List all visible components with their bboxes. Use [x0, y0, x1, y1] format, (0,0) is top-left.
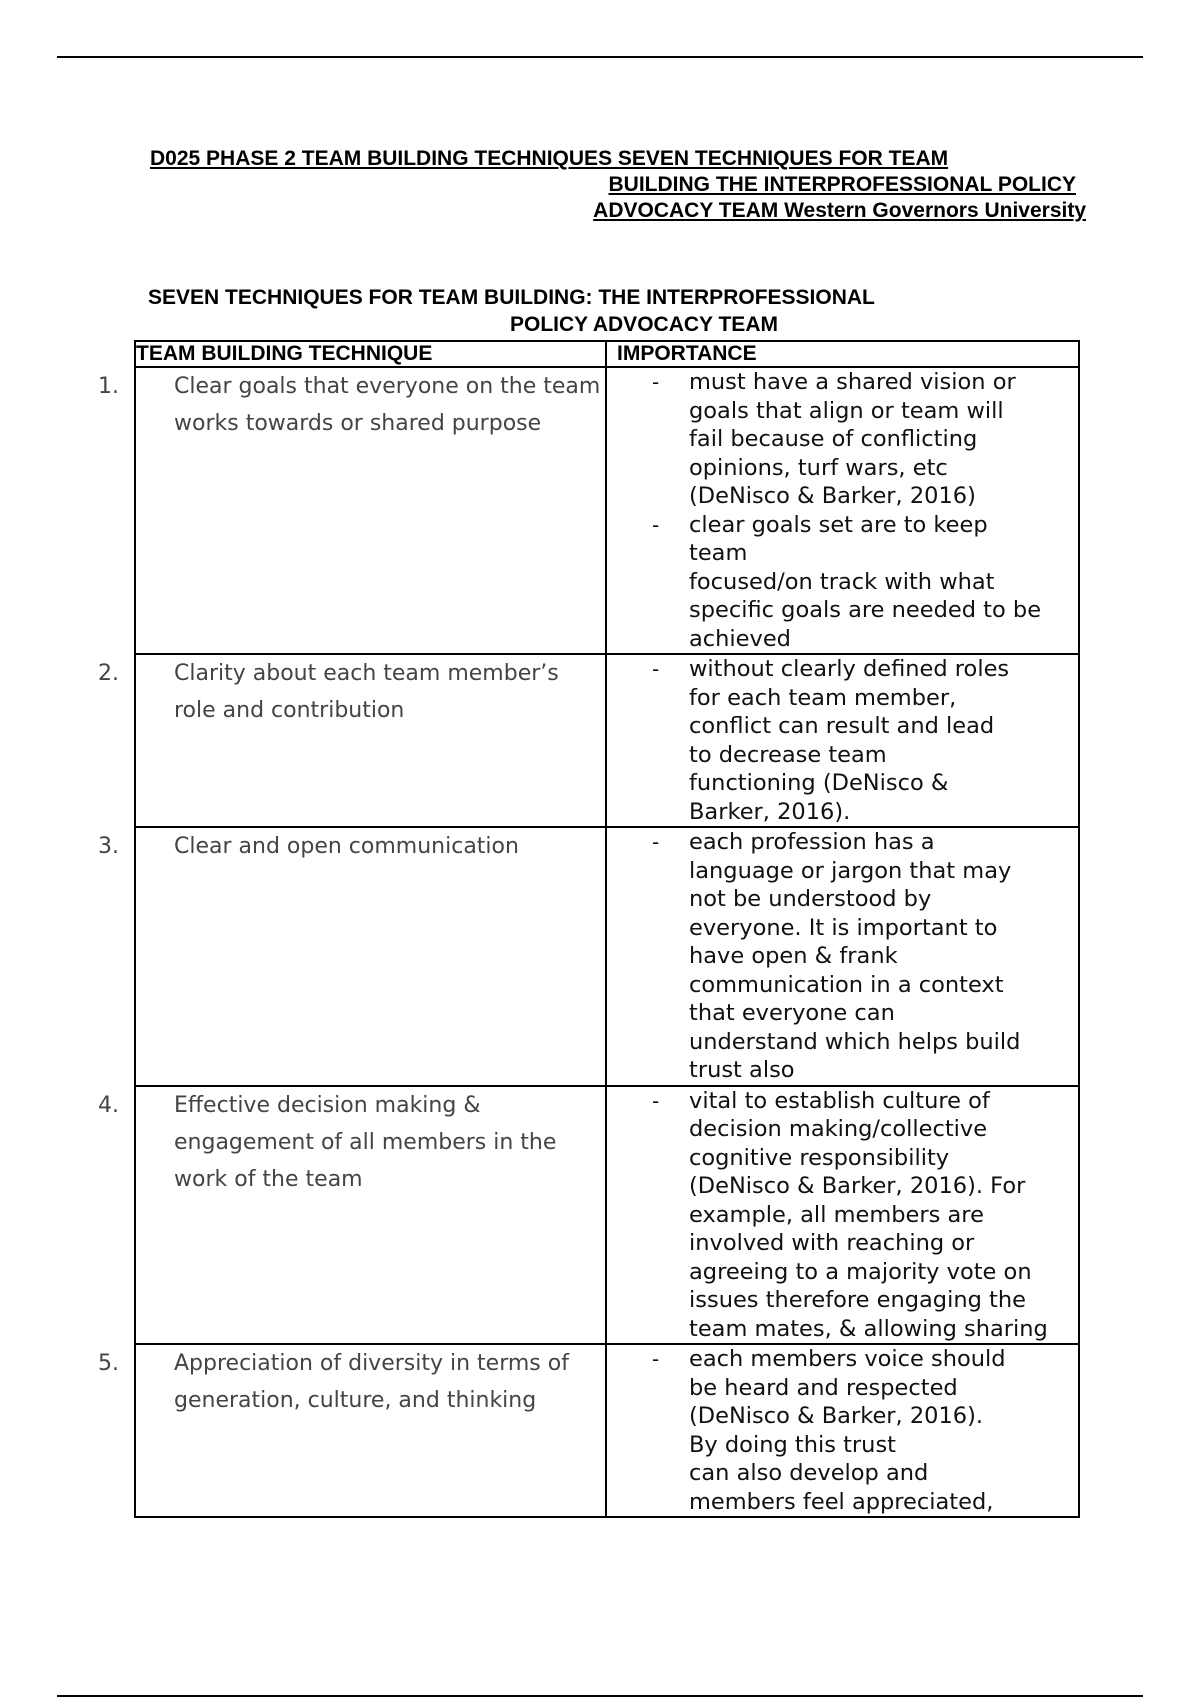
technique-number: 3. — [98, 834, 119, 859]
importance-line: vital to establish culture of — [689, 1087, 990, 1114]
technique-text: Clarity about each team member’s role and contribution — [174, 661, 559, 723]
importance-point — [607, 655, 1078, 826]
importance-cell — [606, 1086, 1079, 1345]
heading-line-1: D025 PHASE 2 TEAM BUILDING TECHNIQUES SEVEN TECHNIQUES FOR TEAM — [150, 147, 949, 170]
table-title-line-2: POLICY ADVOCACY TEAM — [510, 313, 778, 336]
importance-line: without clearly defined roles — [689, 656, 1010, 682]
importance-line: for each team member, — [689, 684, 957, 711]
importance-line: can also develop and — [689, 1460, 929, 1486]
technique-text: Clear and open communication — [174, 834, 519, 859]
importance-line: be heard and respected — [689, 1374, 958, 1401]
importance-line: By doing this trust — [689, 1431, 896, 1458]
table-title-line-1: SEVEN TECHNIQUES FOR TEAM BUILDING: THE INTERPROFESSIONAL — [148, 286, 875, 309]
importance-line: each members voice should — [689, 1346, 1006, 1372]
importance-cell — [606, 1344, 1079, 1517]
table-row — [135, 654, 1079, 827]
table-row — [135, 827, 1079, 1086]
technique-number: 5. — [98, 1351, 119, 1376]
importance-line: language or jargon that may — [689, 857, 1012, 884]
importance-line: cognitive responsibility — [689, 1144, 950, 1171]
technique-text: Effective decision making & engagement of all members in the work of the team — [174, 1092, 557, 1192]
technique-number: 4. — [98, 1092, 119, 1118]
technique-text: Clear goals that everyone on the team works towards or shared purpose — [174, 374, 601, 436]
importance-line: specific goals are needed to be — [689, 597, 1042, 623]
importance-cell — [606, 367, 1079, 654]
importance-line: involved with reaching or — [689, 1230, 975, 1256]
table-row — [135, 367, 1079, 654]
bullet-dash: - — [652, 370, 660, 394]
importance-line: example, all members are — [689, 1201, 984, 1228]
importance-line: to decrease team — [689, 741, 887, 768]
importance-line: clear goals set are to keep — [689, 511, 988, 538]
technique-number: 1. — [98, 374, 119, 399]
importance-point — [607, 828, 1078, 1085]
heading-line-2: BUILDING THE INTERPROFESSIONAL POLICY — [608, 173, 1076, 196]
importance-line: each profession has a — [689, 829, 935, 855]
bullet-dash: - — [652, 512, 660, 537]
page-bottom-rule — [57, 1695, 1143, 1697]
technique-cell — [98, 367, 606, 654]
importance-line: goals that align or team will — [689, 397, 1004, 424]
header-technique: TEAM BUILDING TECHNIQUE — [135, 341, 606, 367]
importance-line: (DeNisco & Barker, 2016) — [689, 483, 976, 509]
bullet-dash: - — [652, 1347, 660, 1371]
importance-line: issues therefore engaging the — [689, 1287, 1026, 1313]
header-importance: IMPORTANCE — [606, 341, 1079, 367]
importance-line: members feel appreciated, — [689, 1488, 994, 1515]
importance-line: decision making/collective — [689, 1116, 988, 1142]
importance-line: team — [689, 540, 748, 566]
importance-line: that everyone can — [689, 1000, 895, 1026]
document-heading — [150, 146, 1086, 224]
importance-line: agreeing to a majority vote on — [689, 1258, 1032, 1285]
importance-line: have open & frank — [689, 943, 898, 969]
technique-cell — [98, 654, 606, 827]
importance-line: Barker, 2016). — [689, 798, 851, 825]
importance-line: achieved — [689, 625, 791, 652]
importance-line: (DeNisco & Barker, 2016). For — [689, 1173, 1026, 1199]
technique-cell — [98, 827, 606, 1086]
importance-line: (DeNisco & Barker, 2016). — [689, 1403, 984, 1429]
page-top-rule — [57, 56, 1143, 58]
importance-line: everyone. It is important to — [689, 914, 998, 941]
table-title — [148, 284, 1028, 338]
importance-line: fail because of conflicting — [689, 426, 978, 452]
technique-text: Appreciation of diversity in terms of generation, culture, and thinking — [174, 1351, 569, 1413]
importance-cell — [606, 654, 1079, 827]
importance-line: functioning (DeNisco & — [689, 770, 949, 796]
importance-line: communication in a context — [689, 971, 1004, 998]
table-row — [135, 1344, 1079, 1517]
importance-cell — [606, 827, 1079, 1086]
importance-line: opinions, turf wars, etc — [689, 454, 948, 481]
importance-line: conflict can result and lead — [689, 713, 995, 739]
importance-line: understand which helps build — [689, 1028, 1021, 1055]
importance-line: focused/on track with what — [689, 568, 995, 595]
importance-point — [607, 1087, 1078, 1344]
importance-line: trust also — [689, 1057, 795, 1083]
importance-line: not be understood by — [689, 886, 932, 912]
importance-line: must have a shared vision or — [689, 369, 1016, 395]
technique-cell — [98, 1086, 606, 1345]
bullet-dash: - — [652, 657, 660, 681]
technique-number: 2. — [98, 661, 119, 686]
table-header-row — [135, 341, 1079, 367]
importance-point — [607, 511, 1078, 654]
heading-line-3: ADVOCACY TEAM Western Governors University — [593, 199, 1086, 222]
importance-point — [607, 368, 1078, 511]
techniques-table — [98, 340, 1080, 1518]
bullet-dash: - — [652, 830, 660, 854]
importance-line: team mates, & allowing sharing — [689, 1315, 1048, 1342]
bullet-dash: - — [652, 1088, 660, 1113]
table-row — [135, 1086, 1079, 1345]
technique-cell — [98, 1344, 606, 1517]
importance-point — [607, 1345, 1078, 1516]
